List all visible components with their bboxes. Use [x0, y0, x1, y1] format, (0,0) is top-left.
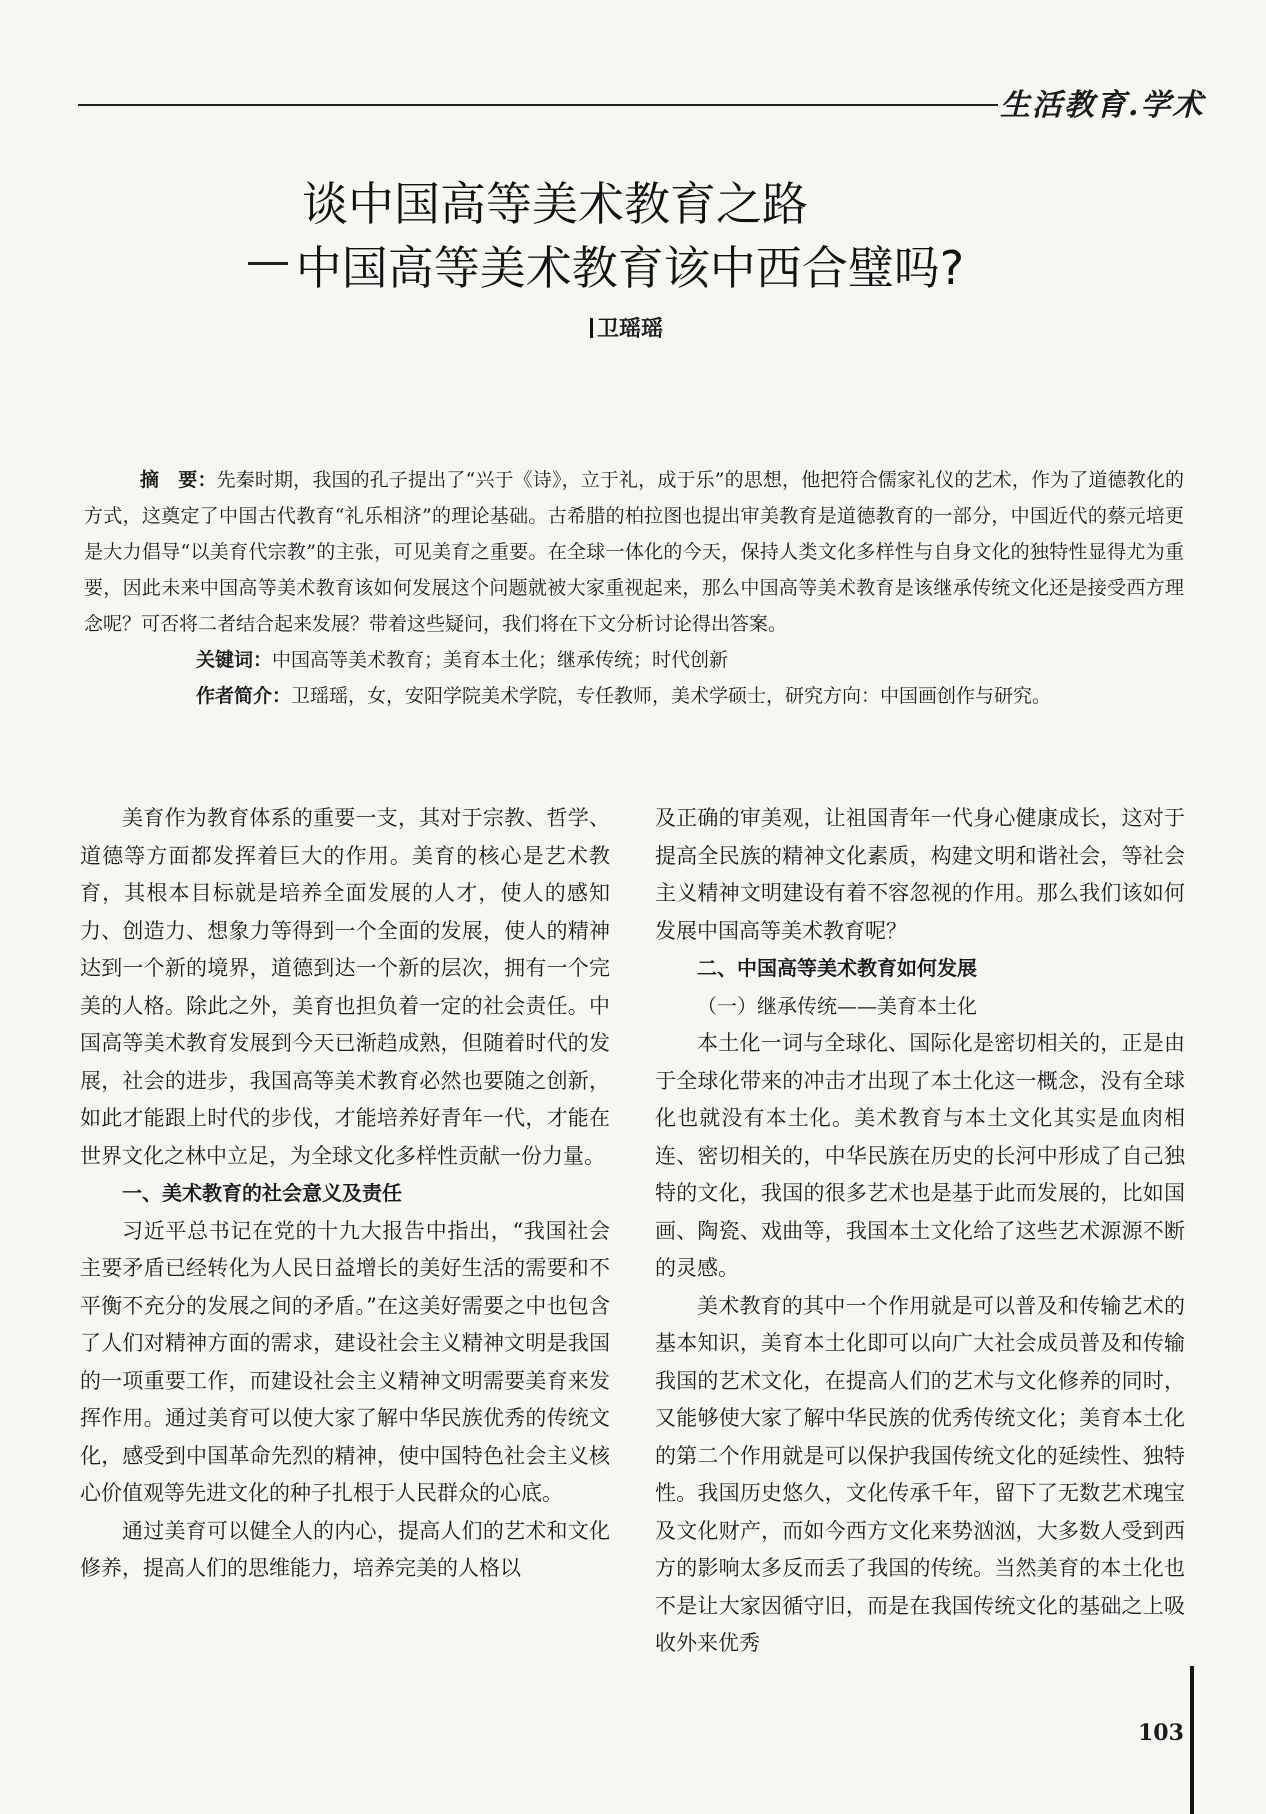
article-title-line2: 中国高等美术教育该中西合璧吗?: [295, 241, 965, 295]
bio-text: 卫瑶瑶，女，安阳学院美术学院，专任教师，美术学硕士，研究方向：中国画创作与研究。: [291, 685, 1052, 707]
journal-brand: 生活教育.学术: [1000, 88, 1205, 123]
section-heading: 二、中国高等美术教育如何发展: [697, 956, 977, 980]
body-paragraph: 习近平总书记在党的十九大报告中指出，“我国社会主要矛盾已经转化为人民日益增长的美好生活的需要和不平衡不充分的发展之间的矛盾。”在这美好需要之中也包含了人们对精神方面的需求，建设社会主义精神文明是我国的一项重要工作，而建设社会主义精神文明需要美育来发挥作用。通过美育可以使大家了解中华民族优秀的传统文化，感受到中国革命先烈的精神，使中国特色社会主义核心价值观等先进文化的种子扎根于人民群众的心底。: [80, 1218, 610, 1505]
abstract-paragraph: [84, 462, 1184, 642]
abstract-text: 先秦时期，我国的孔子提出了“兴于《诗》，立于礼，成于乐”的思想，他把符合儒家礼仪的艺术，作为了道德教化的方式，这奠定了中国古代教育“礼乐相济”的理论基础。古希腊的柏拉图也提出审美教育是道德教育的一部分，中国近代的蔡元培更是大力倡导“以美育代宗教”的主张，可见美育之重要。在全球一体化的今天，保持人类文化多样性与自身文化的独特性显得尤为重要，因此未来中国高等美术教育该如何发展这个问题就被大家重视起来，那么中国高等美术教育是该继承传统文化还是接受西方理念呢？可否将二者结合起来发展？带着这些疑问，我们将在下文分析讨论得出答案。: [84, 469, 1184, 635]
page-number: 103: [1138, 1720, 1184, 1746]
body-paragraph: 通过美育可以健全人的内心，提高人们的艺术和文化修养，提高人们的思维能力，培养完美的人格以: [80, 1518, 610, 1580]
abstract-block: [84, 462, 1184, 714]
body-column-right: [655, 800, 1185, 1663]
author-byline: [590, 312, 663, 343]
body-paragraph: 美术教育的其中一个作用就是可以普及和传输艺术的基本知识，美育本土化即可以向广大社会成员普及和传输我国的艺术文化，在提高人们的艺术与文化修养的同时，又能够使大家了解中华民族的优秀传统文化；美育本土化的第二个作用就是可以保护我国传统文化的延续性、独特性。我国历史悠久，文化传承千年，留下了无数艺术瑰宝及文化财产，而如今西方文化来势汹汹，大多数人受到西方的影响太多反而丢了我国的传统。当然美育的本土化也不是让大家因循守旧，而是在我国传统文化的基础之上吸收外来优秀: [655, 1293, 1185, 1655]
abstract-label: 摘 要：: [140, 469, 217, 491]
author-bio-line: [84, 678, 1184, 714]
subsection-heading: （一）继承传统——美育本土化: [697, 993, 977, 1018]
body-paragraph: 本土化一词与全球化、国际化是密切相关的，正是由于全球化带来的冲击才出现了本土化这一概念，没有全球化也就没有本土化。美术教育与本土文化其实是血肉相连、密切相关的，中华民族在历史的长河中形成了自己独特的文化，我国的很多艺术也是基于此而发展的，比如国画、陶瓷、戏曲等，我国本土文化给了这些艺术源源不断的灵感。: [655, 1031, 1185, 1280]
keywords-label: 关键词：: [196, 649, 273, 671]
keywords-line: [84, 642, 1184, 678]
keywords-text: 中国高等美术教育；美育本土化；继承传统；时代创新: [272, 649, 729, 671]
page-edge-bar: [1190, 1666, 1194, 1814]
article-title-line1: 谈中国高等美术教育之路: [302, 177, 808, 231]
body-column-left: [80, 800, 610, 1588]
body-paragraph: 及正确的审美观，让祖国青年一代身心健康成长，这对于提高全民族的精神文化素质，构建文明和谐社会，等社会主义精神文明建设有着不容忽视的作用。那么我们该如何发展中国高等美术教育呢？: [655, 806, 1185, 943]
body-paragraph: 美育作为教育体系的重要一支，其对于宗教、哲学、道德等方面都发挥着巨大的作用。美育的核心是艺术教育，其根本目标就是培养全面发展的人才，使人的感知力、创造力、想象力等得到一个全面的发展，使人的精神达到一个新的境界，道德到达一个新的层次，拥有一个完美的人格。除此之外，美育也担负着一定的社会责任。中国高等美术教育发展到今天已渐趋成熟，但随着时代的发展，社会的进步，我国高等美术教育必然也要随之创新，如此才能跟上时代的步伐，才能培养好青年一代，才能在世界文化之林中立足，为全球文化多样性贡献一份力量。: [80, 806, 610, 1168]
byline-bar: [590, 318, 593, 338]
section-heading: 一、美术教育的社会意义及责任: [122, 1181, 402, 1205]
bio-label: 作者简介：: [196, 685, 292, 707]
header-rule: [78, 104, 998, 106]
author-name: 卫瑶瑶: [597, 317, 664, 342]
